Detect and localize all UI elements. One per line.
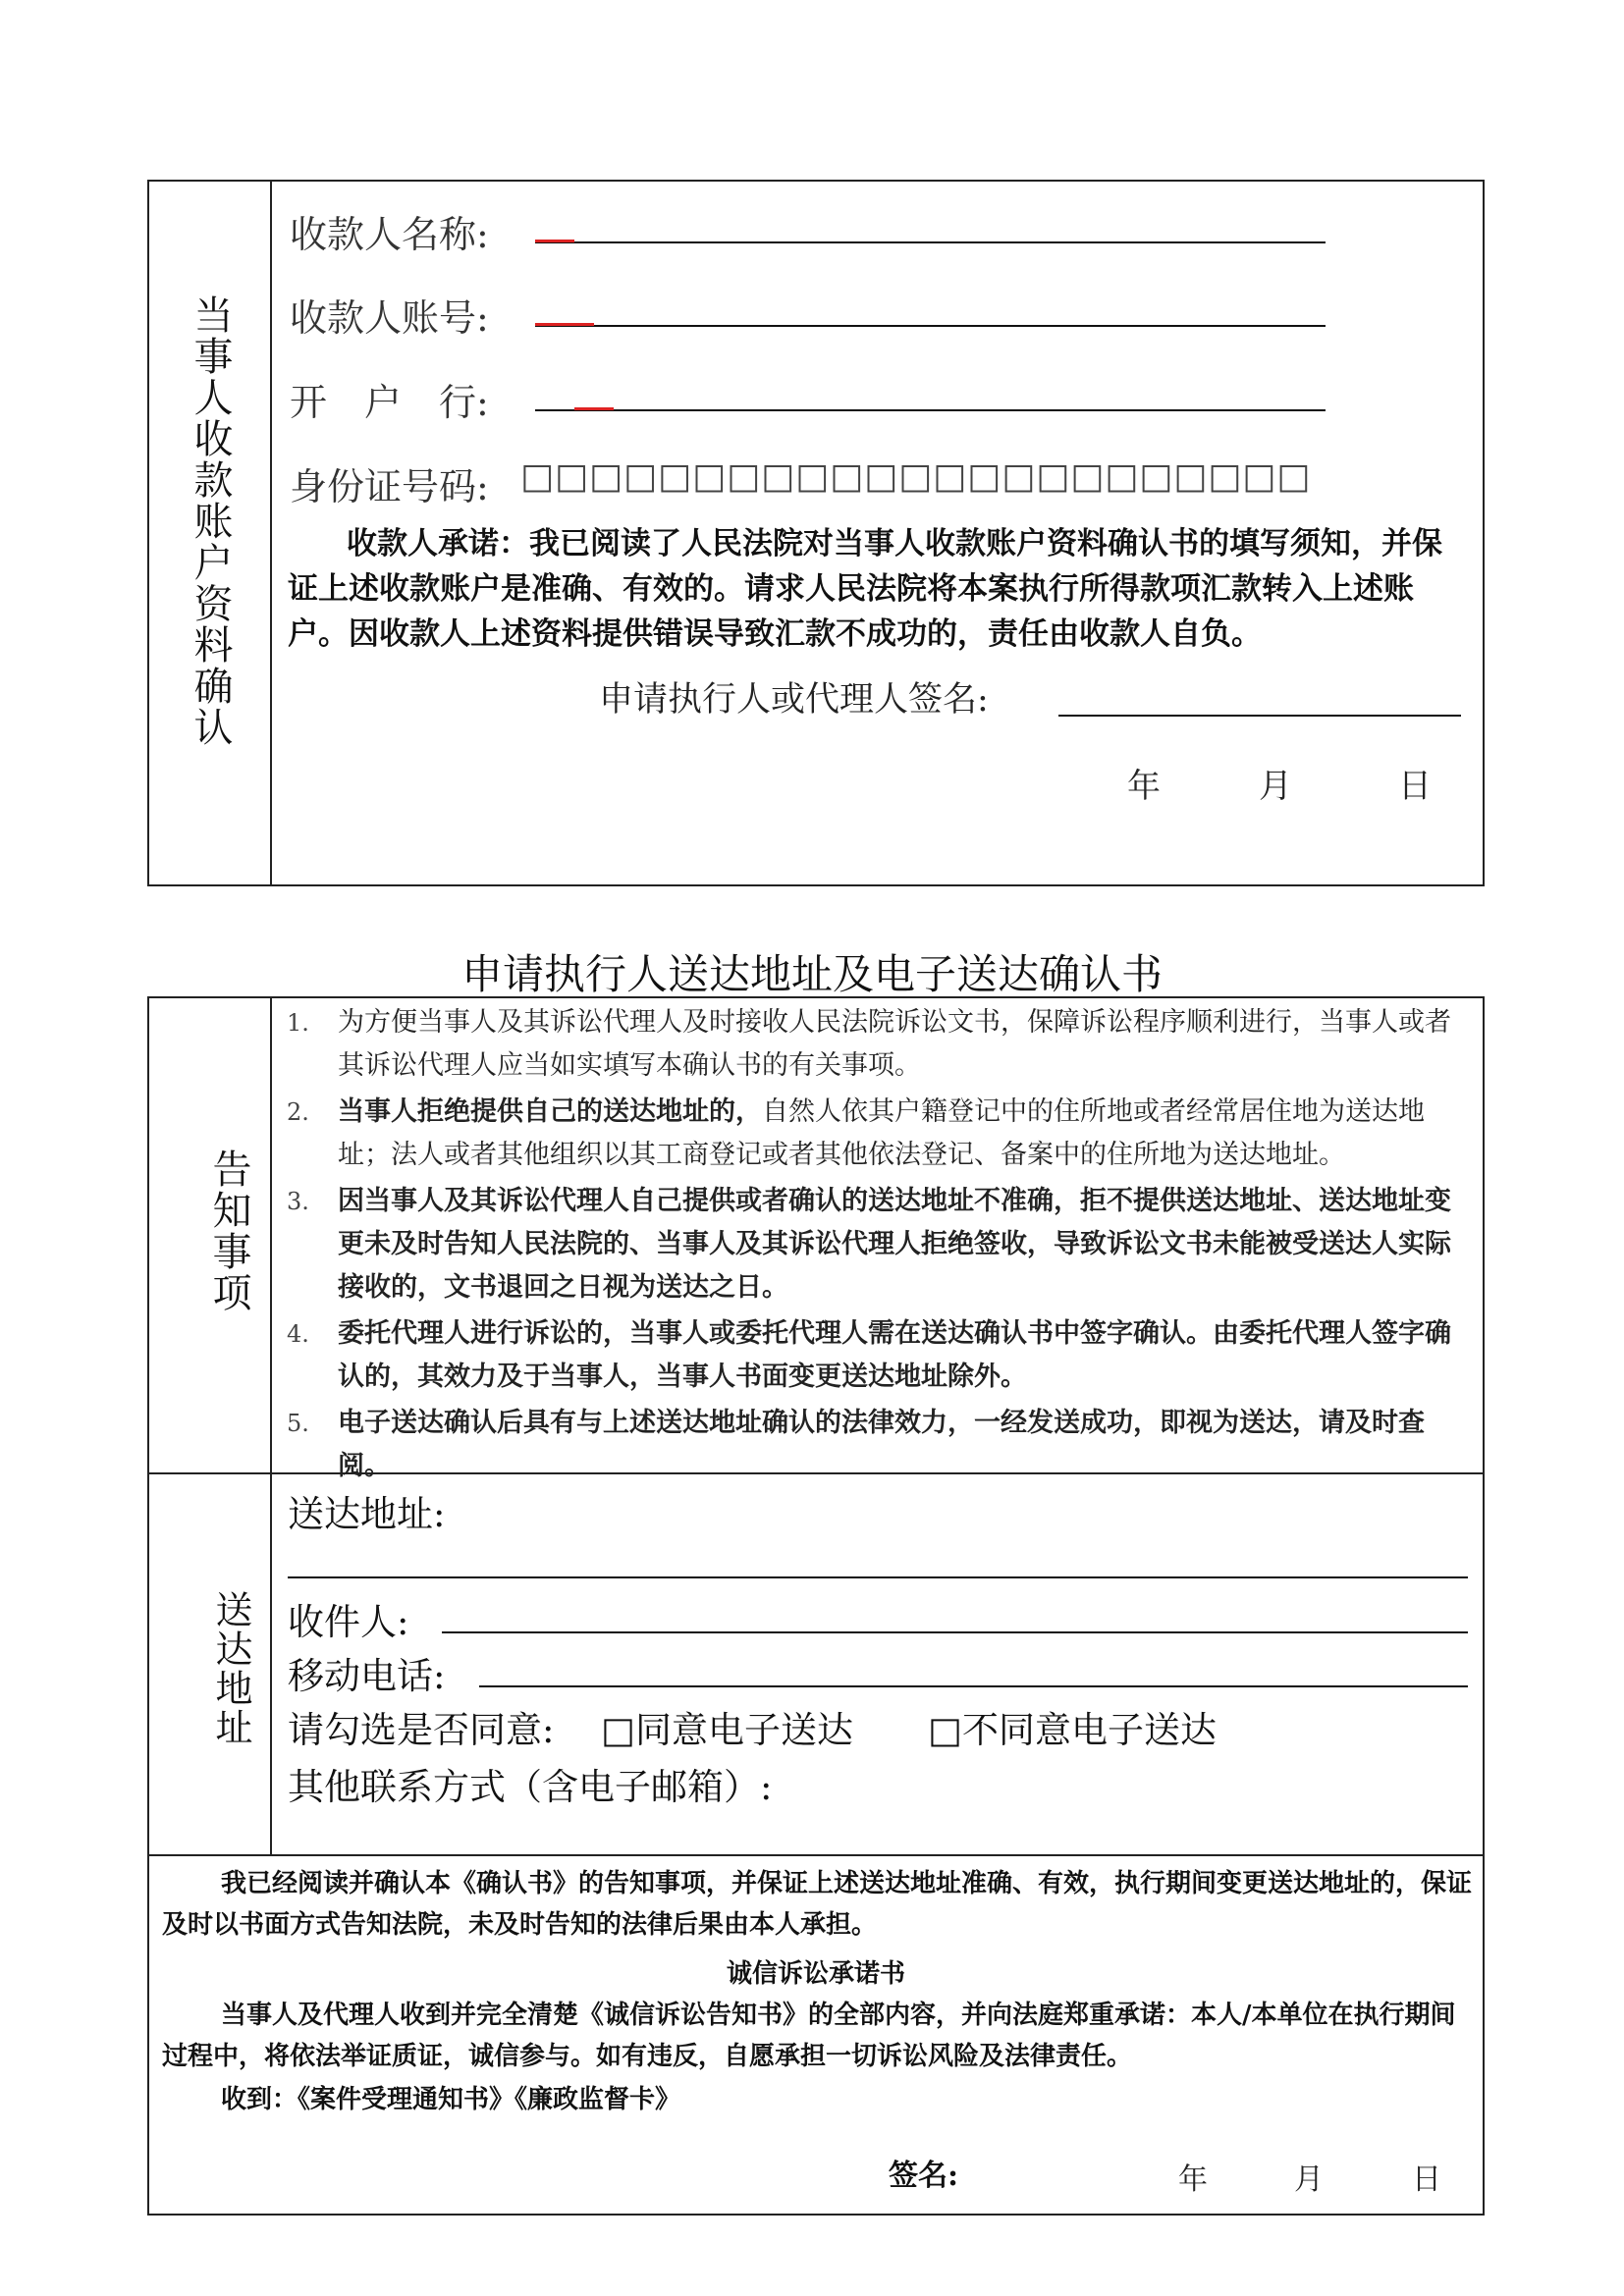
notice-list [287,1001,1475,1491]
notice-item-number: 3. [287,1188,309,1215]
mobile-label: 移动电话: [288,1655,446,1697]
applicant-signature-field[interactable] [1058,715,1461,717]
final-date [1178,2155,1473,2197]
confirmation-text: 我已经阅读并确认本《确认书》的告知事项，并保证上述送达地址准确、有效，执行期间变更送达地址的，保证及时以书面方式告知法院，未及时告知的法律后果由本人承担。 [162,1869,1473,1940]
service-address-title: 申请执行人送达地址及电子送达确认书 [460,950,1163,998]
payee-name-marker [535,240,574,242]
agree-electronic-service-checkbox[interactable]: □同意电子送达 [601,1709,853,1751]
notice-item [287,1001,1475,1088]
payee-account-marker [535,323,594,326]
service-address-field[interactable] [288,1576,1468,1578]
notice-item [287,1091,1475,1177]
table-row-divider-2 [147,1854,1485,1856]
year-label: 年 [1178,2163,1208,2197]
payee-account-side-label: 当事人收款账户资料确认 [188,294,233,748]
month-label: 月 [1294,2163,1324,2197]
payee-name-field[interactable] [535,241,1326,243]
bank-marker [574,407,614,410]
recipient-field[interactable] [442,1631,1468,1633]
payee-promise: 收款人承诺：我已阅读了人民法院对当事人收款账户资料确认书的填写须知，并保证上述收款账户是准确、有效的。请求人民法院将本案执行所得款项汇款转入上述账户。因收款人上述资料提供错误导致汇款不成功的，责任由收款人自负。 [288,526,1442,652]
bank-field[interactable] [535,409,1326,411]
other-contact-label: 其他联系方式（含电子邮箱）: [288,1766,773,1808]
notice-item-number: 4. [287,1320,309,1348]
payee-account-field[interactable] [535,325,1326,327]
notice-item-text: 为方便当事人及其诉讼代理人及时接收人民法院诉讼文书，保障诉讼程序顺利进行，当事人或者其诉讼代理人应当如实填写本确认书的有关事项。 [338,1007,1451,1081]
notice-item [287,1312,1475,1399]
notice-side-label: 告知事项 [206,1148,251,1313]
day-label: 日 [1412,2163,1441,2197]
integrity-text: 当事人及代理人收到并完全清楚《诚信诉讼告知书》的全部内容，并向法庭郑重承诺：本人/本单位在执行期间过程中，将依法举证质证，诚信参与。如有违反，自愿承担一切诉讼风险及法律责任。 [162,2001,1456,2071]
id-number-label: 身份证号码: [290,465,489,508]
notice-item-number: 1. [287,1009,309,1037]
notice-item-text: 自然人依其户籍登记中的住所地或者经常居住地为送达地址；法人或者其他组织以其工商登记或者其他依法登记、备案中的住所地为送达地址。 [338,1096,1425,1170]
month-label: 月 [1259,767,1292,806]
payee-account-label: 收款人账号: [290,296,489,340]
applicant-signature-label: 申请执行人或代理人签名: [599,680,989,720]
bank-label: 开 户 行: [290,381,489,424]
notice-item-bold: 因当事人及其诉讼代理人自己提供或者确认的送达地址不准确，拒不提供送达地址、送达地址变更未及时告知人民法院的、当事人及其诉讼代理人拒绝签收，导致诉讼文书未能被受送达人实际接收的，文书退回之日视为送达之日。 [338,1186,1451,1303]
day-label: 日 [1398,767,1432,806]
year-label: 年 [1127,767,1161,806]
received-text: 收到：《案件受理通知书》《廉政监督卡》 [221,2085,681,2114]
notice-item-bold: 委托代理人进行诉讼的，当事人或委托代理人需在送达确认书中签字确认。由委托代理人签字确认的，其效力及于当事人，当事人书面变更送达地址除外。 [338,1318,1451,1392]
notice-item-number: 2. [287,1098,309,1126]
notice-item-bold: 电子送达确认后具有与上述送达地址确认的法律效力，一经发送成功，即视为送达，请及时查阅。 [338,1408,1425,1481]
notice-item [287,1402,1475,1488]
integrity-title: 诚信诉讼承诺书 [726,1959,905,1989]
service-address-label: 送达地址: [288,1493,446,1535]
final-signature-label: 签名: [889,2159,959,2193]
section1-divider [270,180,272,886]
disagree-electronic-service-checkbox[interactable]: □不同意电子送达 [928,1709,1217,1751]
notice-item-number: 5. [287,1410,309,1437]
consent-label: 请勾选是否同意: [288,1709,555,1751]
address-side-label: 送达地址 [209,1590,252,1747]
notice-item-bold: 当事人拒绝提供自己的送达地址的， [338,1096,762,1127]
mobile-field[interactable] [479,1685,1468,1687]
payee-name-label: 收款人名称: [290,213,489,256]
id-number-boxes[interactable]: □□□□□□□□□□□□□□□□□□□□□□□ [520,456,1312,497]
table-col-divider-1 [270,996,272,1855]
notice-item [287,1180,1475,1309]
recipient-label: 收件人: [288,1601,409,1643]
section1-date [1119,759,1443,806]
